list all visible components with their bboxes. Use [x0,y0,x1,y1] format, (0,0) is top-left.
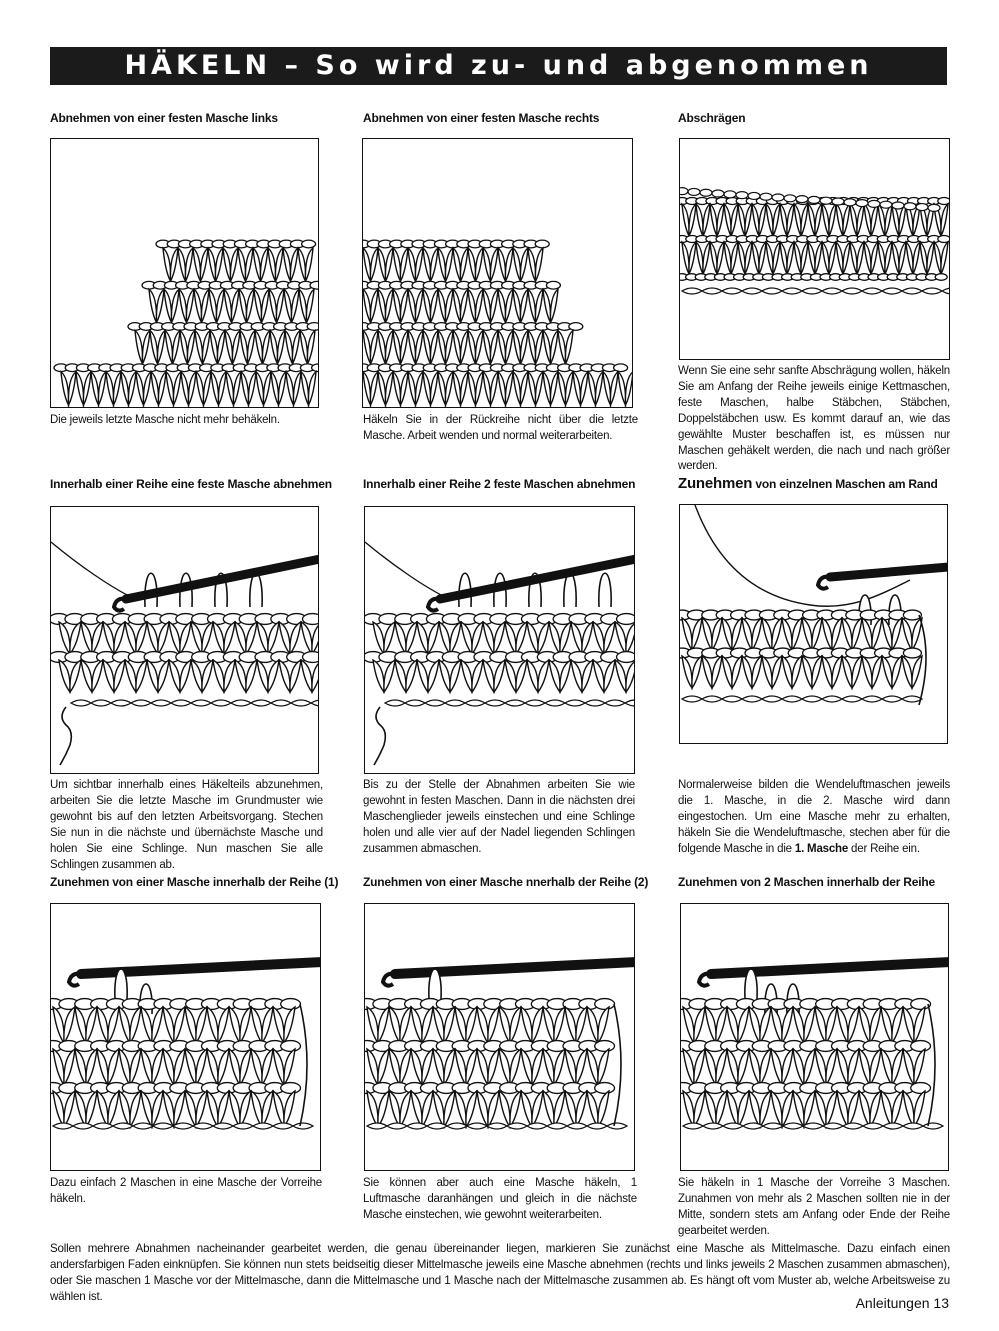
illustration-bevel [679,138,950,360]
section-title: Abschrägen [678,111,746,125]
section-decrease-left [50,109,340,127]
section-title-rest: von einzelnen Maschen am Rand [752,477,938,491]
footer-paragraph: Sollen mehrere Abnahmen nacheinander gearbeitet werden, die genau übereinander liegen, markieren Sie zunächst eine Masche als Mittelmasche. Dazu einfach einen andersfarbigen Faden einknüpfen. Sie können nun stets beidseitig dieser Mittelmasche jeweils eine Masche abnehmen (rechts und links jeweils 2 Maschen zusammen abmaschen), oder Sie maschen 1 Masche vor der Mittelmasche, dann die Mittelmasche und 1 Masche nach der Mittelmasche zusammen ab. Es hängt oft vom Muster ab, welche Arbeitsweise zu wählen ist. [50,1242,950,1303]
section-title: Abnehmen von einer festen Masche links [50,111,278,125]
section-title: Zunehmen von 2 Maschen innerhalb der Reihe [678,875,935,889]
section-decrease-right [363,109,653,127]
section-increase-edge [678,475,968,493]
caption-part: Normalerweise bilden die Wendeluftmaschen jeweils die 1. Masche, in die 2. Masche wird dann eingestochen. Um eine Masche mehr zu erhalten, häkeln Sie die Wendeluftmasche, stechen aber für die folgende Masche in die [678,779,950,855]
page-title: HÄKELN – So wird zu- und abgenommen [50,47,947,85]
section-title: Innerhalb einer Reihe eine feste Masche abnehmen [50,477,332,491]
caption-emphasis: 1. Masche [794,842,849,855]
caption-part: der Reihe ein. [848,842,920,855]
illustration-decrease-inside-2 [364,506,635,774]
illustration-increase-two [680,903,949,1171]
section-bevel [678,109,968,127]
section-title: Zunehmen von einer Masche nnerhalb der Reihe (2) [363,875,649,889]
caption-bevel: Wenn Sie eine sehr sanfte Abschrägung wollen, häkeln Sie am Anfang der Reihe jeweils einige Kettmaschen, feste Maschen, halbe Stäbchen, Stäbchen, Doppelstäbchen usw. Es kommt darauf an, wie das gewählte Muster beschaffen ist, es müssen nur Maschen gehäkelt werden, die nach und nach größer werden. [678,365,950,473]
section-increase-inside-2 [363,873,653,891]
illustration-decrease-inside-1 [50,506,319,774]
illustration-increase-edge [679,504,948,744]
caption-increase-edge [678,778,950,858]
section-decrease-inside-1 [50,475,340,493]
section-decrease-inside-2 [363,475,653,493]
caption-decrease-right: Häkeln Sie in der Rückreihe nicht über die letzte Masche. Arbeit wenden und normal weiterarbeiten. [363,414,638,442]
section-increase-two [678,873,968,891]
section-title: Abnehmen von einer festen Masche rechts [363,111,600,125]
section-title: Innerhalb einer Reihe 2 feste Maschen abnehmen [363,477,636,491]
section-title-emphasis: Zunehmen [678,475,753,492]
page-number: Anleitungen 13 [855,1295,949,1311]
illustration-increase-inside-2 [364,903,635,1171]
caption-decrease-inside-2: Bis zu der Stelle der Abnahmen arbeiten Sie wie gewohnt in festen Maschen. Dann in die nächsten drei Maschenglieder jeweils einstechen und eine Schlinge holen und alle vier auf der Nadel liegenden Schlingen zusammen abmaschen. [363,779,635,855]
caption-decrease-inside-1: Um sichtbar innerhalb eines Häkelteils abzunehmen, arbeiten Sie die letzte Masche im Grundmuster wie gewohnt bis auf den letzten Arbeitsvorgang. Stechen Sie nun in die nächste und übernächste Masche und holen Sie eine Schlinge. Nun maschen Sie alle Schlingen zusammen ab. [50,779,323,871]
section-title: Zunehmen von einer Masche innerhalb der Reihe (1) [50,875,339,889]
illustration-decrease-right [362,138,633,408]
section-title [678,475,968,493]
illustration-decrease-left [50,138,319,408]
illustration-increase-inside-1 [50,903,321,1171]
caption-increase-inside-2: Sie können aber auch eine Masche häkeln, 1 Luftmasche daranhängen und gleich in die nächste Masche einstechen, wie gewohnt weiterarbeiten. [363,1177,637,1221]
caption-increase-two: Sie häkeln in 1 Masche der Vorreihe 3 Maschen. Zunahmen von mehr als 2 Maschen sollten nie in der Mitte, sondern stets am Anfang oder Ende der Reihe gearbeitet werden. [678,1177,950,1237]
caption-decrease-left: Die jeweils letzte Masche nicht mehr behäkeln. [50,414,280,426]
caption-increase-inside-1: Dazu einfach 2 Maschen in eine Masche der Vorreihe häkeln. [50,1177,322,1205]
section-increase-inside-1 [50,873,340,891]
